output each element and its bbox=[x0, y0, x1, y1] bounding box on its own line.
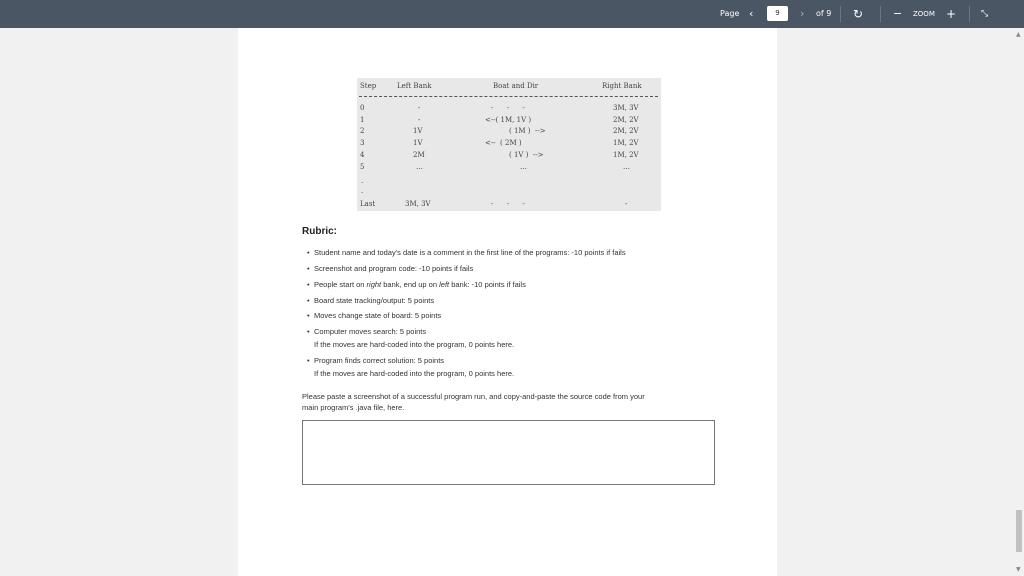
row-right: - bbox=[625, 200, 628, 208]
rubric-item: Moves change state of board: 5 points bbox=[314, 311, 442, 320]
bullet: • bbox=[307, 264, 310, 273]
row-step: 4 bbox=[360, 151, 365, 159]
rotate-icon[interactable]: ↻ bbox=[853, 7, 864, 21]
row-boat: ( 1V ) --> bbox=[509, 151, 544, 159]
rubric-emphasis: right bbox=[366, 280, 382, 289]
row-left: 2M bbox=[413, 151, 425, 159]
rubric-text: bank: -10 points if fails bbox=[449, 280, 526, 289]
collapse-icon[interactable]: ⤡ bbox=[981, 9, 989, 19]
scroll-up-icon[interactable]: ▲ bbox=[1016, 31, 1021, 38]
row-boat: … bbox=[520, 163, 527, 171]
rubric-title: Rubric: bbox=[302, 226, 337, 237]
ellipsis-dot: . bbox=[361, 187, 364, 195]
bullet: • bbox=[307, 280, 310, 289]
instructions-line: main program's .java file, here. bbox=[302, 403, 405, 412]
scroll-down-icon[interactable]: ▼ bbox=[1016, 566, 1021, 573]
row-step: 5 bbox=[360, 163, 365, 171]
scrollbar-track[interactable] bbox=[1014, 28, 1024, 576]
row-boat: ( 1M ) --> bbox=[509, 127, 546, 135]
row-right: 1M, 2V bbox=[613, 139, 639, 147]
rubric-text: People start on bbox=[314, 280, 367, 289]
zoom-out-icon[interactable]: − bbox=[893, 7, 903, 20]
row-boat: - - - bbox=[491, 104, 525, 112]
page-number-input[interactable]: 9 bbox=[767, 6, 788, 21]
page-label: Page bbox=[720, 9, 740, 18]
zoom-in-icon[interactable]: + bbox=[946, 7, 957, 21]
viewer-toolbar bbox=[0, 0, 1024, 28]
toolbar-divider bbox=[840, 6, 841, 22]
row-boat: <-- ( 2M ) bbox=[485, 139, 522, 147]
rubric-item: Student name and today's date is a comment in the first line of the programs: -10 points if fails bbox=[314, 248, 626, 257]
row-right: 2M, 2V bbox=[613, 116, 639, 124]
header-step: Step bbox=[360, 82, 377, 90]
row-step: Last bbox=[360, 200, 376, 208]
row-left: - bbox=[418, 104, 421, 112]
row-left: 1V bbox=[413, 127, 423, 135]
row-left: - bbox=[418, 116, 421, 124]
row-right: … bbox=[623, 163, 630, 171]
row-right: 1M, 2V bbox=[613, 151, 639, 159]
bullet: • bbox=[307, 248, 310, 257]
rubric-item: Computer moves search: 5 points bbox=[314, 327, 427, 336]
page-count: of 9 bbox=[816, 9, 832, 18]
row-step: 2 bbox=[360, 127, 365, 135]
table-divider bbox=[359, 96, 658, 97]
rubric-subnote: If the moves are hard-coded into the program, 0 points here. bbox=[314, 369, 515, 378]
toolbar-divider bbox=[880, 6, 881, 22]
row-step: 0 bbox=[360, 104, 365, 112]
row-right: 2M, 2V bbox=[613, 127, 639, 135]
zoom-label: ZOOM bbox=[913, 10, 935, 18]
next-page-icon[interactable]: › bbox=[800, 7, 805, 20]
bullet: • bbox=[307, 327, 310, 336]
bullet: • bbox=[307, 296, 310, 305]
instructions-line: Please paste a screenshot of a successful program run, and copy-and-paste the source code from your bbox=[302, 392, 645, 401]
rubric-item bbox=[314, 280, 526, 289]
row-right: 3M, 3V bbox=[613, 104, 639, 112]
header-left-bank: Left Bank bbox=[397, 82, 432, 90]
row-step: 3 bbox=[360, 139, 365, 147]
row-step: 1 bbox=[360, 116, 365, 124]
prev-page-icon[interactable]: ‹ bbox=[749, 7, 754, 20]
rubric-emphasis: left bbox=[439, 280, 450, 289]
bullet: • bbox=[307, 311, 310, 320]
row-left: 3M, 3V bbox=[405, 200, 431, 208]
bullet: • bbox=[307, 356, 310, 365]
rubric-item: Board state tracking/output: 5 points bbox=[314, 296, 435, 305]
toolbar-divider bbox=[969, 6, 970, 22]
scrollbar-thumb[interactable] bbox=[1016, 510, 1022, 552]
rubric-text: bank, end up on bbox=[381, 280, 440, 289]
row-step: . bbox=[361, 177, 364, 185]
answer-box[interactable] bbox=[302, 420, 715, 485]
row-left: … bbox=[416, 163, 423, 171]
row-boat: - - - bbox=[491, 200, 525, 208]
row-left: 1V bbox=[413, 139, 423, 147]
header-right-bank: Right Bank bbox=[602, 82, 642, 90]
row-boat: <--( 1M, 1V ) bbox=[485, 116, 532, 124]
header-boat-dir: Boat and Dir bbox=[493, 82, 539, 90]
rubric-item: Program finds correct solution: 5 points bbox=[314, 356, 445, 365]
rubric-item: Screenshot and program code: -10 points if fails bbox=[314, 264, 474, 273]
rubric-subnote: If the moves are hard-coded into the program, 0 points here. bbox=[314, 340, 515, 349]
